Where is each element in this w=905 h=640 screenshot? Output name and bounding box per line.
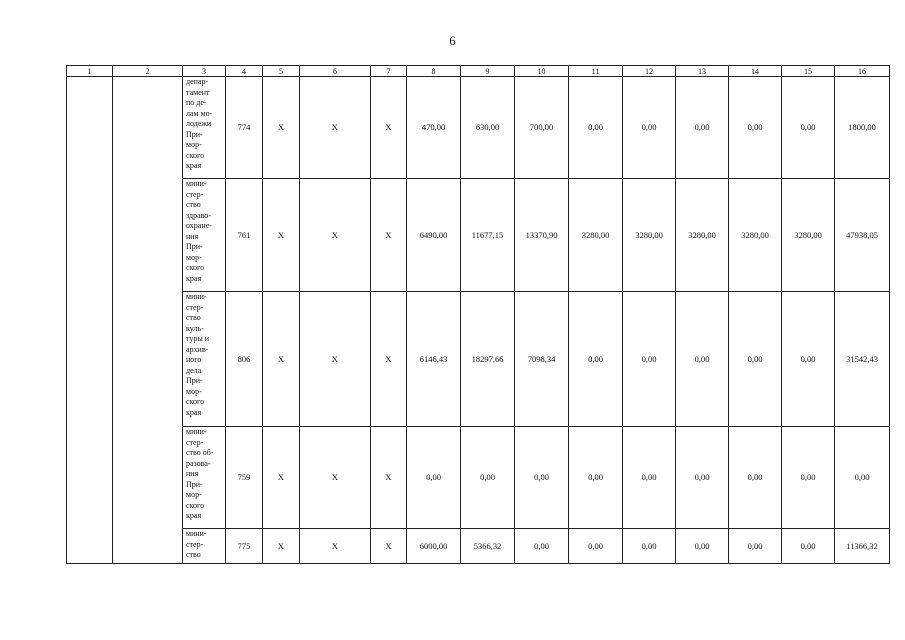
cell-col7: X [371,292,407,427]
cell-col5: X [263,427,300,529]
department-code: 806 [226,292,263,427]
cell-col8: 6000,00 [407,529,461,564]
cell-col9: 5366,32 [461,529,515,564]
cell-col11: 0,00 [569,529,623,564]
cell-col16-total: 0,00 [835,427,890,529]
table-row [67,529,890,564]
cell-col14: 0,00 [729,292,782,427]
column-header: 6 [300,66,371,77]
cell-col8: 0,00 [407,427,461,529]
cell-col11: 3280,00 [569,179,623,292]
cell-col12: 3280,00 [623,179,676,292]
budget-table [66,65,890,564]
department-code: 759 [226,427,263,529]
cell-col5: X [263,529,300,564]
cell-col7: X [371,77,407,179]
cell-col16-total: 47938,05 [835,179,890,292]
department-code: 774 [226,77,263,179]
cell-col13: 0,00 [676,77,729,179]
cell-col11: 0,00 [569,77,623,179]
column-header: 10 [515,66,569,77]
cell-col6: X [300,292,371,427]
column-header: 4 [226,66,263,77]
page-number: 6 [449,33,456,48]
department-name: мини- стер- ство об- разова- ния При- мор- ского края [183,427,226,529]
cell-col16-total: 1800,00 [835,77,890,179]
cell-col10: 0,00 [515,529,569,564]
column-header: 5 [263,66,300,77]
column-header: 12 [623,66,676,77]
department-name: мини- стер- ство [183,529,226,564]
cell-col10: 13370,90 [515,179,569,292]
cell-col8: 470,00 [407,77,461,179]
cell-col16-total: 11366,32 [835,529,890,564]
cell-col8: 6490,00 [407,179,461,292]
empty-cell-col1 [67,77,113,564]
cell-col6: X [300,427,371,529]
cell-col6: X [300,77,371,179]
column-header-row [67,66,890,77]
cell-col14: 0,00 [729,77,782,179]
cell-col15: 0,00 [782,77,835,179]
cell-col5: X [263,292,300,427]
column-header: 2 [113,66,183,77]
cell-col9: 630,00 [461,77,515,179]
department-code: 775 [226,529,263,564]
cell-col5: X [263,77,300,179]
cell-col13: 0,00 [676,529,729,564]
cell-col7: X [371,529,407,564]
table-row [67,77,890,179]
department-name: мини- стер- ство куль- туры и архив- ного дела При- мор- ского края [183,292,226,427]
cell-col5: X [263,179,300,292]
cell-col10: 7098,34 [515,292,569,427]
cell-col8: 6146,43 [407,292,461,427]
department-code: 761 [226,179,263,292]
cell-col11: 0,00 [569,292,623,427]
cell-col9: 11677,15 [461,179,515,292]
cell-col6: X [300,529,371,564]
cell-col15: 0,00 [782,529,835,564]
empty-cell-col2 [113,77,183,564]
table-row [67,179,890,292]
cell-col12: 0,00 [623,427,676,529]
column-header: 8 [407,66,461,77]
cell-col9: 0,00 [461,427,515,529]
column-header: 3 [183,66,226,77]
cell-col15: 3280,00 [782,179,835,292]
table-row [67,427,890,529]
cell-col9: 18297,66 [461,292,515,427]
cell-col11: 0,00 [569,427,623,529]
cell-col12: 0,00 [623,292,676,427]
department-name: мини- стер- ство здраво- охране- ния При- мор- ского края [183,179,226,292]
cell-col10: 0,00 [515,427,569,529]
cell-col14: 0,00 [729,427,782,529]
column-header: 1 [67,66,113,77]
cell-col13: 0,00 [676,427,729,529]
cell-col15: 0,00 [782,292,835,427]
column-header: 9 [461,66,515,77]
cell-col14: 0,00 [729,529,782,564]
column-header: 11 [569,66,623,77]
table-row [67,292,890,427]
column-header: 13 [676,66,729,77]
department-name: депар- тамент по де- лам мо- лодежи При- мор- ского края [183,77,226,179]
column-header: 7 [371,66,407,77]
cell-col12: 0,00 [623,529,676,564]
cell-col10: 700,00 [515,77,569,179]
cell-col15: 0,00 [782,427,835,529]
cell-col7: X [371,427,407,529]
column-header: 15 [782,66,835,77]
cell-col6: X [300,179,371,292]
cell-col13: 3280,00 [676,179,729,292]
cell-col16-total: 31542,43 [835,292,890,427]
cell-col13: 0,00 [676,292,729,427]
cell-col7: X [371,179,407,292]
cell-col14: 3280,00 [729,179,782,292]
cell-col12: 0,00 [623,77,676,179]
column-header: 14 [729,66,782,77]
column-header: 16 [835,66,890,77]
